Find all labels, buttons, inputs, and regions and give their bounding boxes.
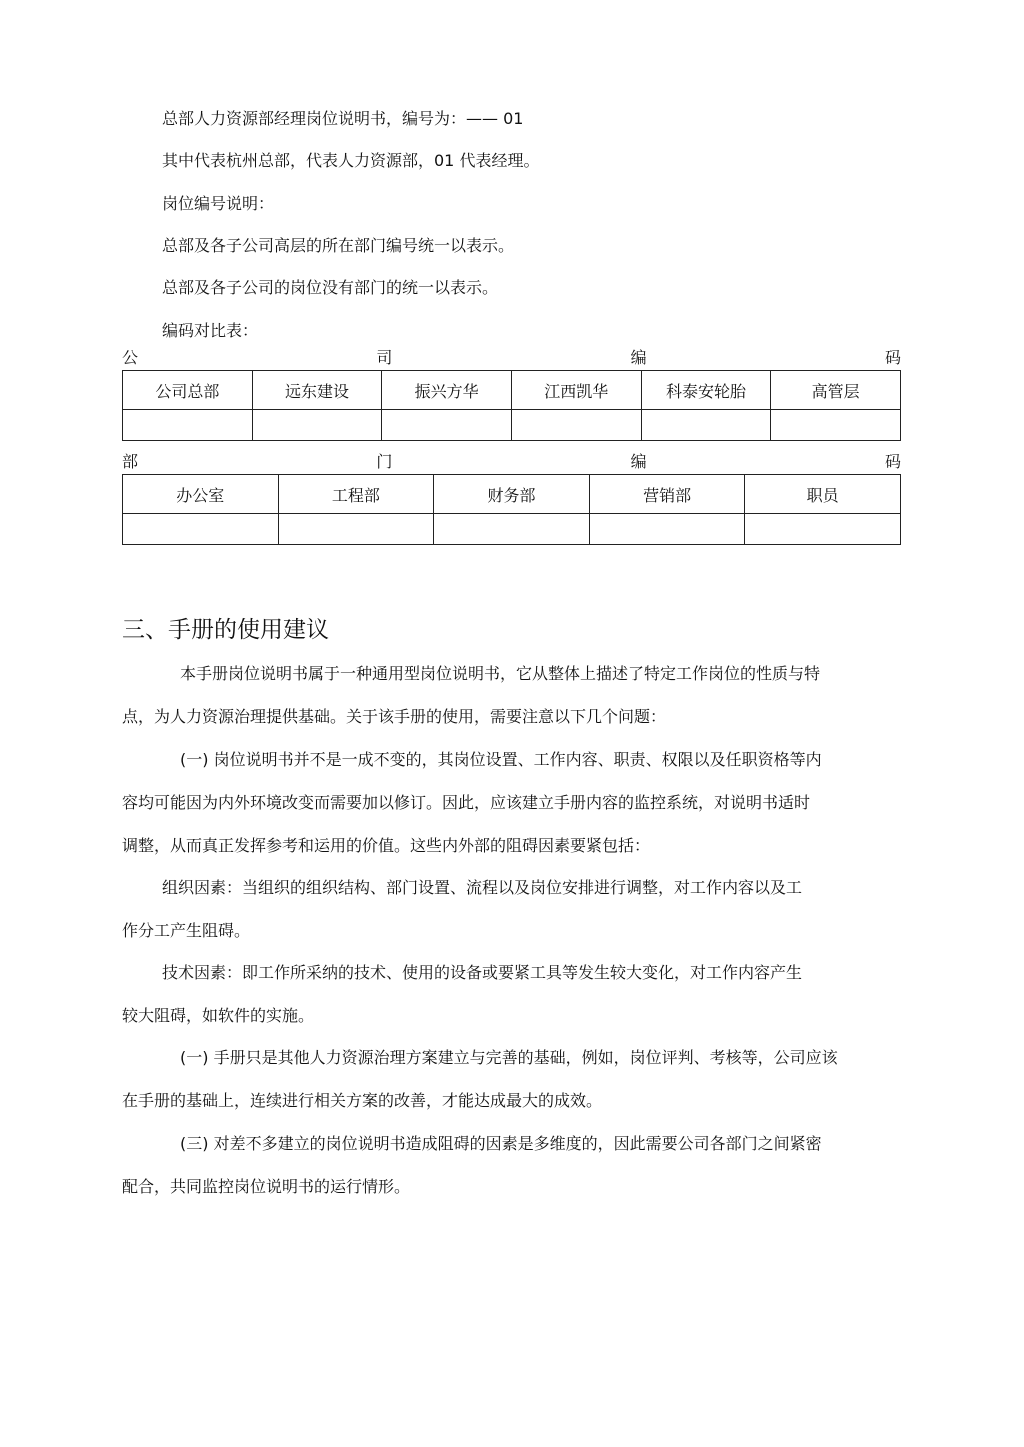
intro-line-1: 总部人力资源部经理岗位说明书，编号为：—— 01	[162, 109, 524, 128]
table-cell	[434, 514, 590, 545]
intro-line-6: 编码对比表：	[162, 321, 259, 340]
table-header-row	[123, 371, 901, 410]
paragraph-line: 容均可能因为内外环境改变而需要加以修订。因此，应该建立手册内容的监控系统，对说明书适时	[122, 793, 811, 812]
dept-table-caption	[122, 452, 901, 472]
table-cell	[382, 410, 512, 441]
table-header-cell: 办公室	[123, 475, 279, 514]
paragraph-line: (一) 手册只是其他人力资源治理方案建立与完善的基础，例如，岗位评判、考核等，公司应该	[180, 1048, 838, 1067]
caption-char: 司	[376, 348, 393, 367]
caption-char: 部	[122, 452, 139, 471]
table-header-cell: 振兴方华	[382, 371, 512, 410]
company-code-table	[122, 370, 901, 441]
table-header-cell: 高管层	[771, 371, 901, 410]
paragraph-line: 点，为人力资源治理提供基础。关于该手册的使用，需要注意以下几个问题：	[122, 707, 667, 726]
table-header-cell: 远东建设	[252, 371, 382, 410]
paragraph-line: 较大阻碍，如软件的实施。	[122, 1006, 315, 1025]
paragraph-line: 作分工产生阻碍。	[122, 921, 251, 940]
caption-char: 码	[884, 348, 901, 367]
table-cell	[252, 410, 382, 441]
intro-line-5: 总部及各子公司的岗位没有部门的统一以表示。	[162, 278, 499, 297]
paragraph-line: (三) 对差不多建立的岗位说明书造成阻碍的因素是多维度的，因此需要公司各部门之间紧密	[180, 1134, 822, 1153]
caption-char: 编	[630, 452, 647, 471]
caption-char: 公	[122, 348, 139, 367]
caption-char: 码	[884, 452, 901, 471]
caption-char: 门	[376, 452, 393, 471]
table-cell	[123, 410, 253, 441]
table-cell	[123, 514, 279, 545]
table-cell	[641, 410, 771, 441]
table-header-cell: 财务部	[434, 475, 590, 514]
section-heading: 三、手册的使用建议	[122, 617, 329, 643]
table-row	[123, 410, 901, 441]
table-cell	[745, 514, 901, 545]
table-header-cell: 科泰安轮胎	[641, 371, 771, 410]
paragraph-line: 调整，从而真正发挥参考和运用的价值。这些内外部的阻碍因素要紧包括：	[122, 836, 651, 855]
paragraph-line: 技术因素：即工作所采纳的技术、使用的设备或要紧工具等发生较大变化，对工作内容产生	[162, 963, 803, 982]
table-header-cell: 职员	[745, 475, 901, 514]
paragraph-line: 在手册的基础上，连续进行相关方案的改善，才能达成最大的成效。	[122, 1091, 603, 1110]
table-cell	[278, 514, 434, 545]
caption-char: 编	[630, 348, 647, 367]
table-header-cell: 工程部	[278, 475, 434, 514]
dept-code-table	[122, 474, 901, 545]
paragraph-line: 本手册岗位说明书属于一种通用型岗位说明书，它从整体上描述了特定工作岗位的性质与特	[180, 664, 821, 683]
paragraph-line: 组织因素：当组织的组织结构、部门设置、流程以及岗位安排进行调整，对工作内容以及工	[162, 878, 803, 897]
table-header-cell: 公司总部	[123, 371, 253, 410]
intro-line-3: 岗位编号说明：	[162, 194, 275, 213]
table-row	[123, 514, 901, 545]
paragraph-line: (一) 岗位说明书并不是一成不变的，其岗位设置、工作内容、职责、权限以及任职资格等内	[180, 750, 822, 769]
table-cell	[511, 410, 641, 441]
table-header-row	[123, 475, 901, 514]
intro-line-2: 其中代表杭州总部，代表人力资源部，01 代表经理。	[162, 151, 540, 170]
table-header-cell: 江西凯华	[511, 371, 641, 410]
paragraph-line: 配合，共同监控岗位说明书的运行情形。	[122, 1177, 411, 1196]
company-table-caption	[122, 348, 901, 368]
table-cell	[771, 410, 901, 441]
table-header-cell: 营销部	[589, 475, 745, 514]
intro-line-4: 总部及各子公司高层的所在部门编号统一以表示。	[162, 236, 515, 255]
table-cell	[589, 514, 745, 545]
